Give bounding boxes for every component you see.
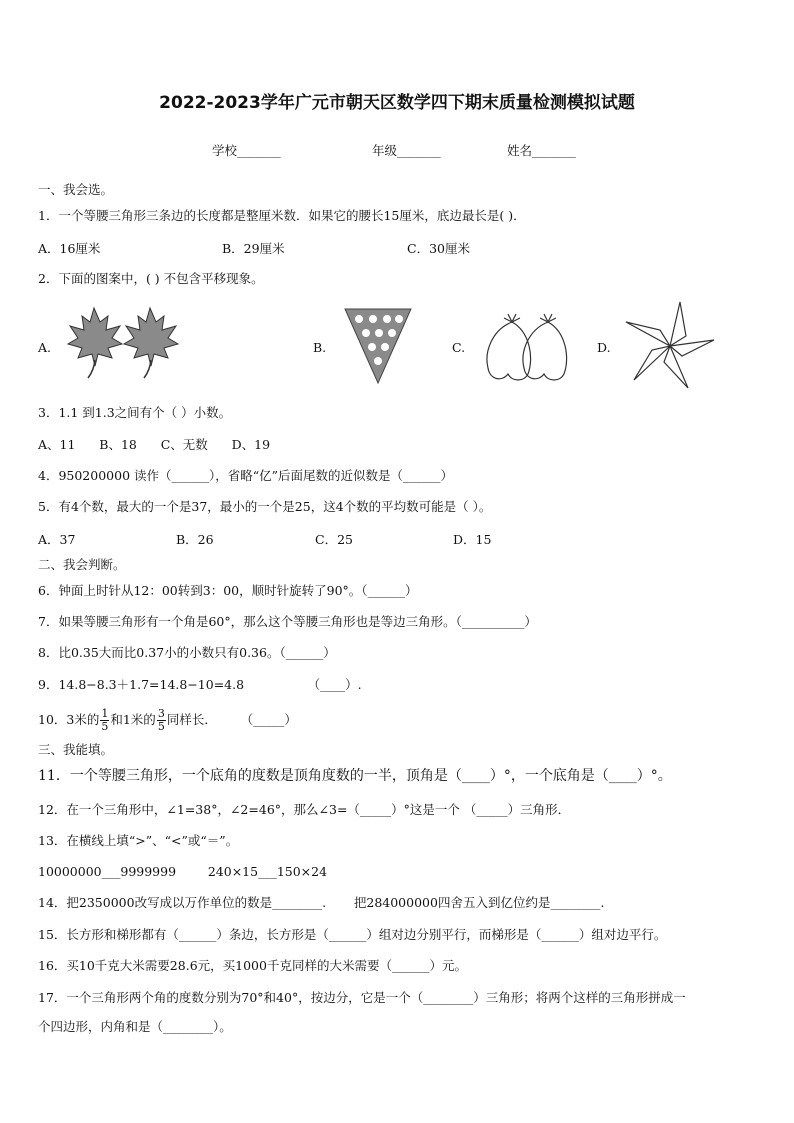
fraction-denominator: 5 (101, 720, 109, 733)
q1-option-b[interactable]: B．29厘米 (222, 241, 285, 256)
q10-suffix: 同样长． （_____） (166, 712, 297, 727)
question-3: 3．1.1 到1.3之间有个（ ）小数。 (38, 405, 232, 420)
q17-continuation: 个四边形，内角和是（________）。 (38, 1019, 232, 1034)
q10-middle: 和1米的 (110, 712, 156, 727)
q10-prefix: 10．3米的 (38, 712, 100, 727)
question-6: 6．钟面上时针从12：00转到3：00，顺时针旋转了90°。（______） (38, 583, 418, 598)
question-9: 9．14.8−8.3＋1.7=14.8−10=4.8 （____）. (38, 677, 362, 692)
question-8: 8．比0.35大而比0.37小的小数只有0.36。（______） (38, 645, 336, 660)
pinwheel-icon (624, 300, 716, 392)
section-heading-2: 二、我会判断。 (38, 557, 126, 572)
q13-comparisons: 10000000___9999999 240×15___150×24 (38, 864, 328, 879)
page-title: 2022-2023学年广元市朝天区数学四下期末质量检测模拟试题 (159, 93, 635, 113)
fraction-one-fifth (100, 708, 109, 733)
question-15: 15．长方形和梯形都有（______）条边，长方形是（______）组对边分别平行，而梯形是（______）组对边平行。 (38, 927, 667, 942)
q2-option-d[interactable]: D. (597, 340, 611, 355)
name-field[interactable]: 姓名_______ (507, 143, 576, 158)
question-17: 17．一个三角形两个角的度数分别为70°和40°，按边分，它是一个（________）三角形；将两个这样的三角形拼成一 (38, 990, 686, 1005)
maple-leaves-icon (62, 304, 182, 382)
question-16: 16．买10千克大米需要28.6元，买1000千克同样的大米需要（______）元。 (38, 958, 467, 973)
question-10 (38, 702, 297, 738)
heart-shapes-icon (482, 306, 582, 386)
section-heading-1: 一、我会选。 (38, 182, 114, 197)
grade-field[interactable]: 年级_______ (372, 143, 441, 158)
question-5: 5．有4个数，最大的一个是37，最小的一个是25，这4个数的平均数可能是（ ）。 (38, 499, 492, 514)
inverted-triangle-pattern-icon (343, 307, 413, 385)
q1-option-a[interactable]: A．16厘米 (38, 241, 101, 256)
question-14: 14．把2350000改写成以万作单位的数是________. 把284000000四舍五入到亿位约是________. (38, 895, 605, 910)
question-7: 7．如果等腰三角形有一个角是60°，那么这个等腰三角形也是等边三角形。（__________） (38, 614, 537, 629)
q5-option-b[interactable]: B．26 (176, 532, 214, 547)
fraction-three-fifths (157, 708, 166, 733)
question-12: 12．在一个三角形中，∠1=38°，∠2=46°，那么∠3=（_____）°这是一个 （_____）三角形． (38, 802, 571, 817)
q2-option-b[interactable]: B. (313, 340, 327, 355)
fraction-numerator: 1 (101, 707, 109, 720)
q5-option-c[interactable]: C．25 (315, 532, 353, 547)
question-1: 1．一个等腰三角形三条边的长度都是整厘米数．如果它的腰长15厘米，底边最长是( )． (38, 208, 526, 223)
q2-option-a[interactable]: A. (38, 340, 52, 355)
q5-option-a[interactable]: A．37 (38, 532, 76, 547)
question-4: 4．950200000 读作（______），省略“亿”后面尾数的近似数是（______） (38, 468, 454, 483)
q1-option-c[interactable]: C．30厘米 (407, 241, 470, 256)
q5-option-d[interactable]: D．15 (453, 532, 492, 547)
question-2: 2．下面的图案中，( ) 不包含平移现象。 (38, 271, 264, 286)
q2-option-c[interactable]: C. (452, 340, 466, 355)
q3-options[interactable]: A、11 B、18 C、无数 D、19 (38, 437, 271, 452)
fraction-denominator: 5 (157, 720, 165, 733)
section-heading-3: 三、我能填。 (38, 742, 114, 757)
question-11: 11．一个等腰三角形，一个底角的度数是顶角度数的一半，顶角是（____）°，一个底角是（____）°。 (38, 768, 672, 784)
school-field[interactable]: 学校_______ (212, 143, 281, 158)
fraction-numerator: 3 (157, 707, 165, 720)
question-13: 13．在横线上填“>”、“<”或“＝”。 (38, 833, 239, 848)
